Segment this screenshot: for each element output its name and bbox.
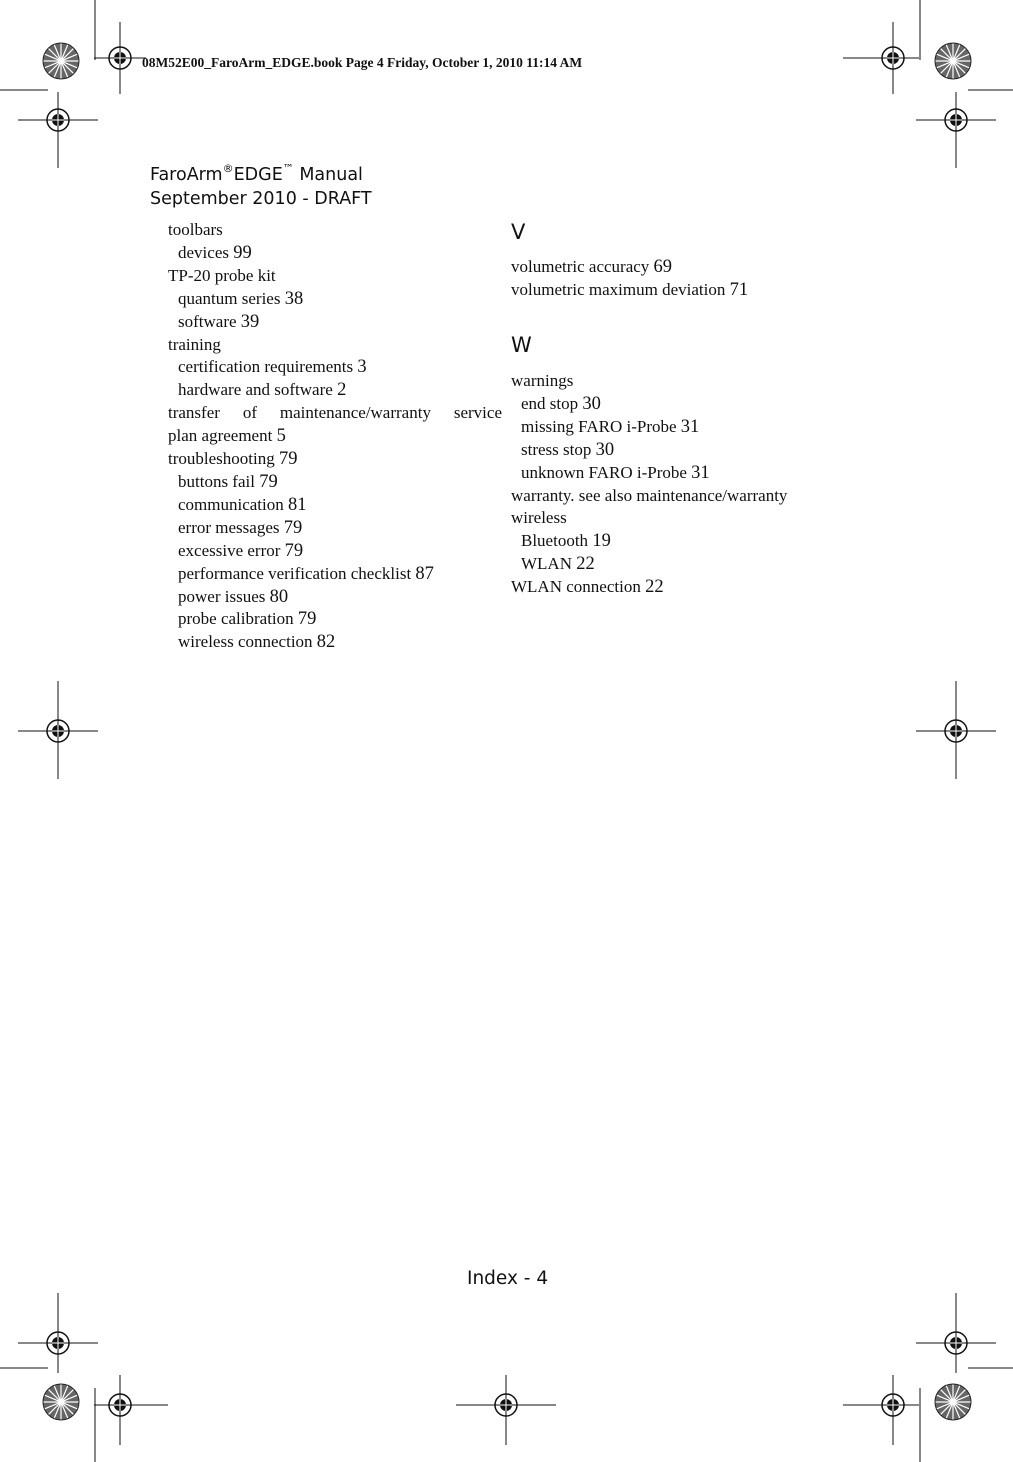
page-ref-link[interactable]: 79: [283, 517, 303, 538]
index-subterm: probe calibration 79: [178, 609, 317, 630]
page-ref-link[interactable]: 99: [233, 242, 252, 263]
index-subterm: quantum series 38: [178, 288, 304, 309]
index-subterm: power issues 80: [178, 586, 289, 607]
page-ref-link[interactable]: 31: [680, 416, 700, 437]
index-term: TP-20 probe kit: [168, 265, 276, 285]
page-ref-link[interactable]: 79: [259, 471, 278, 492]
index-subterm: hardware and software 2: [178, 380, 347, 401]
page-ref-link[interactable]: 30: [595, 439, 615, 460]
page-header: [150, 163, 372, 211]
index-term: warnings: [511, 371, 574, 390]
page-ref-link[interactable]: 79: [297, 609, 317, 630]
page-ref-link[interactable]: 87: [415, 563, 434, 584]
registration-mark: [843, 22, 919, 94]
index-subterm: devices 99: [178, 242, 252, 263]
index-subterm: certification requirements 3: [178, 357, 367, 378]
index-term: volumetric maximum deviation 71: [511, 279, 749, 300]
index-term: volumetric accuracy 69: [511, 257, 673, 277]
index-term: training: [168, 334, 221, 354]
print-slug: 08M52E00_FaroArm_EDGE.book Page 4 Friday, October 1, 2010 11:14 AM: [142, 55, 583, 70]
page-footer: Index - 4: [467, 1268, 549, 1289]
page-ref-link[interactable]: 38: [284, 288, 304, 309]
page-ref-link[interactable]: 3: [357, 357, 367, 378]
page-ref-link[interactable]: 80: [269, 586, 289, 607]
index-term: toolbars: [168, 220, 223, 239]
registration-mark: [843, 1375, 919, 1445]
page-ref-link[interactable]: 79: [278, 449, 298, 470]
index-section-heading-v: V: [511, 220, 526, 244]
page-ref-link[interactable]: 5: [276, 426, 286, 447]
index-subterm: end stop 30: [521, 393, 601, 414]
star-target-mark: [935, 1384, 971, 1420]
page-ref-link[interactable]: 22: [576, 554, 595, 575]
index-term: plan agreement 5: [168, 426, 286, 447]
page-ref-link[interactable]: 82: [316, 632, 336, 653]
index-subterm: wireless connection 82: [178, 632, 336, 653]
star-target-mark: [43, 43, 79, 79]
page-ref-link[interactable]: 79: [284, 540, 304, 561]
page-ref-link[interactable]: 39: [240, 311, 260, 332]
star-target-mark: [935, 43, 971, 79]
page-ref-link[interactable]: 30: [582, 393, 601, 414]
index-subterm: WLAN 22: [521, 554, 595, 575]
index-subterm: software 39: [178, 311, 260, 332]
page-ref-link[interactable]: 69: [653, 257, 673, 277]
page-ref-link[interactable]: 31: [691, 462, 710, 483]
index-subterm: unknown FARO i-Probe 31: [521, 462, 710, 483]
registration-mark: [916, 92, 996, 168]
index-column-left: [168, 219, 502, 654]
index-subterm: performance verification checklist 87: [178, 563, 434, 584]
registration-mark: [916, 1293, 996, 1373]
page-ref-link[interactable]: 22: [645, 577, 664, 598]
index-term: WLAN connection 22: [511, 577, 664, 598]
registration-mark: [94, 1375, 168, 1445]
page-ref-link[interactable]: 2: [337, 380, 347, 401]
registration-mark: [916, 681, 996, 779]
manual-subtitle: September 2010 - DRAFT: [150, 189, 372, 209]
index-subterm: Bluetooth 19: [521, 531, 611, 552]
index-column-right-v: [511, 256, 841, 302]
manual-title: FaroArm®EDGE™ Manual: [150, 162, 363, 185]
index-term-justified: transfer of maintenance/warranty service: [168, 403, 502, 423]
index-subterm: excessive error 79: [178, 540, 304, 561]
index-column-right-w: [511, 370, 841, 599]
index-term-see-also: warranty. see also maintenance/warranty: [511, 485, 788, 505]
index-term: troubleshooting 79: [168, 449, 298, 470]
registration-mark: [94, 22, 146, 94]
registration-mark: [456, 1375, 556, 1445]
index-subterm: buttons fail 79: [178, 471, 278, 492]
page-ref-link[interactable]: 19: [592, 531, 611, 552]
index-term: wireless: [511, 508, 567, 528]
page-ref-link[interactable]: 81: [288, 494, 307, 515]
star-target-mark: [43, 1384, 79, 1420]
index-subterm: stress stop 30: [521, 439, 615, 460]
registration-mark: [18, 681, 98, 779]
registration-mark: [18, 92, 98, 168]
index-section-heading-w: W: [511, 333, 532, 357]
index-subterm: error messages 79: [178, 517, 303, 538]
page-ref-link[interactable]: 71: [729, 279, 749, 300]
registration-mark: [18, 1293, 98, 1373]
index-subterm: missing FARO i-Probe 31: [521, 416, 700, 437]
index-subterm: communication 81: [178, 494, 307, 515]
